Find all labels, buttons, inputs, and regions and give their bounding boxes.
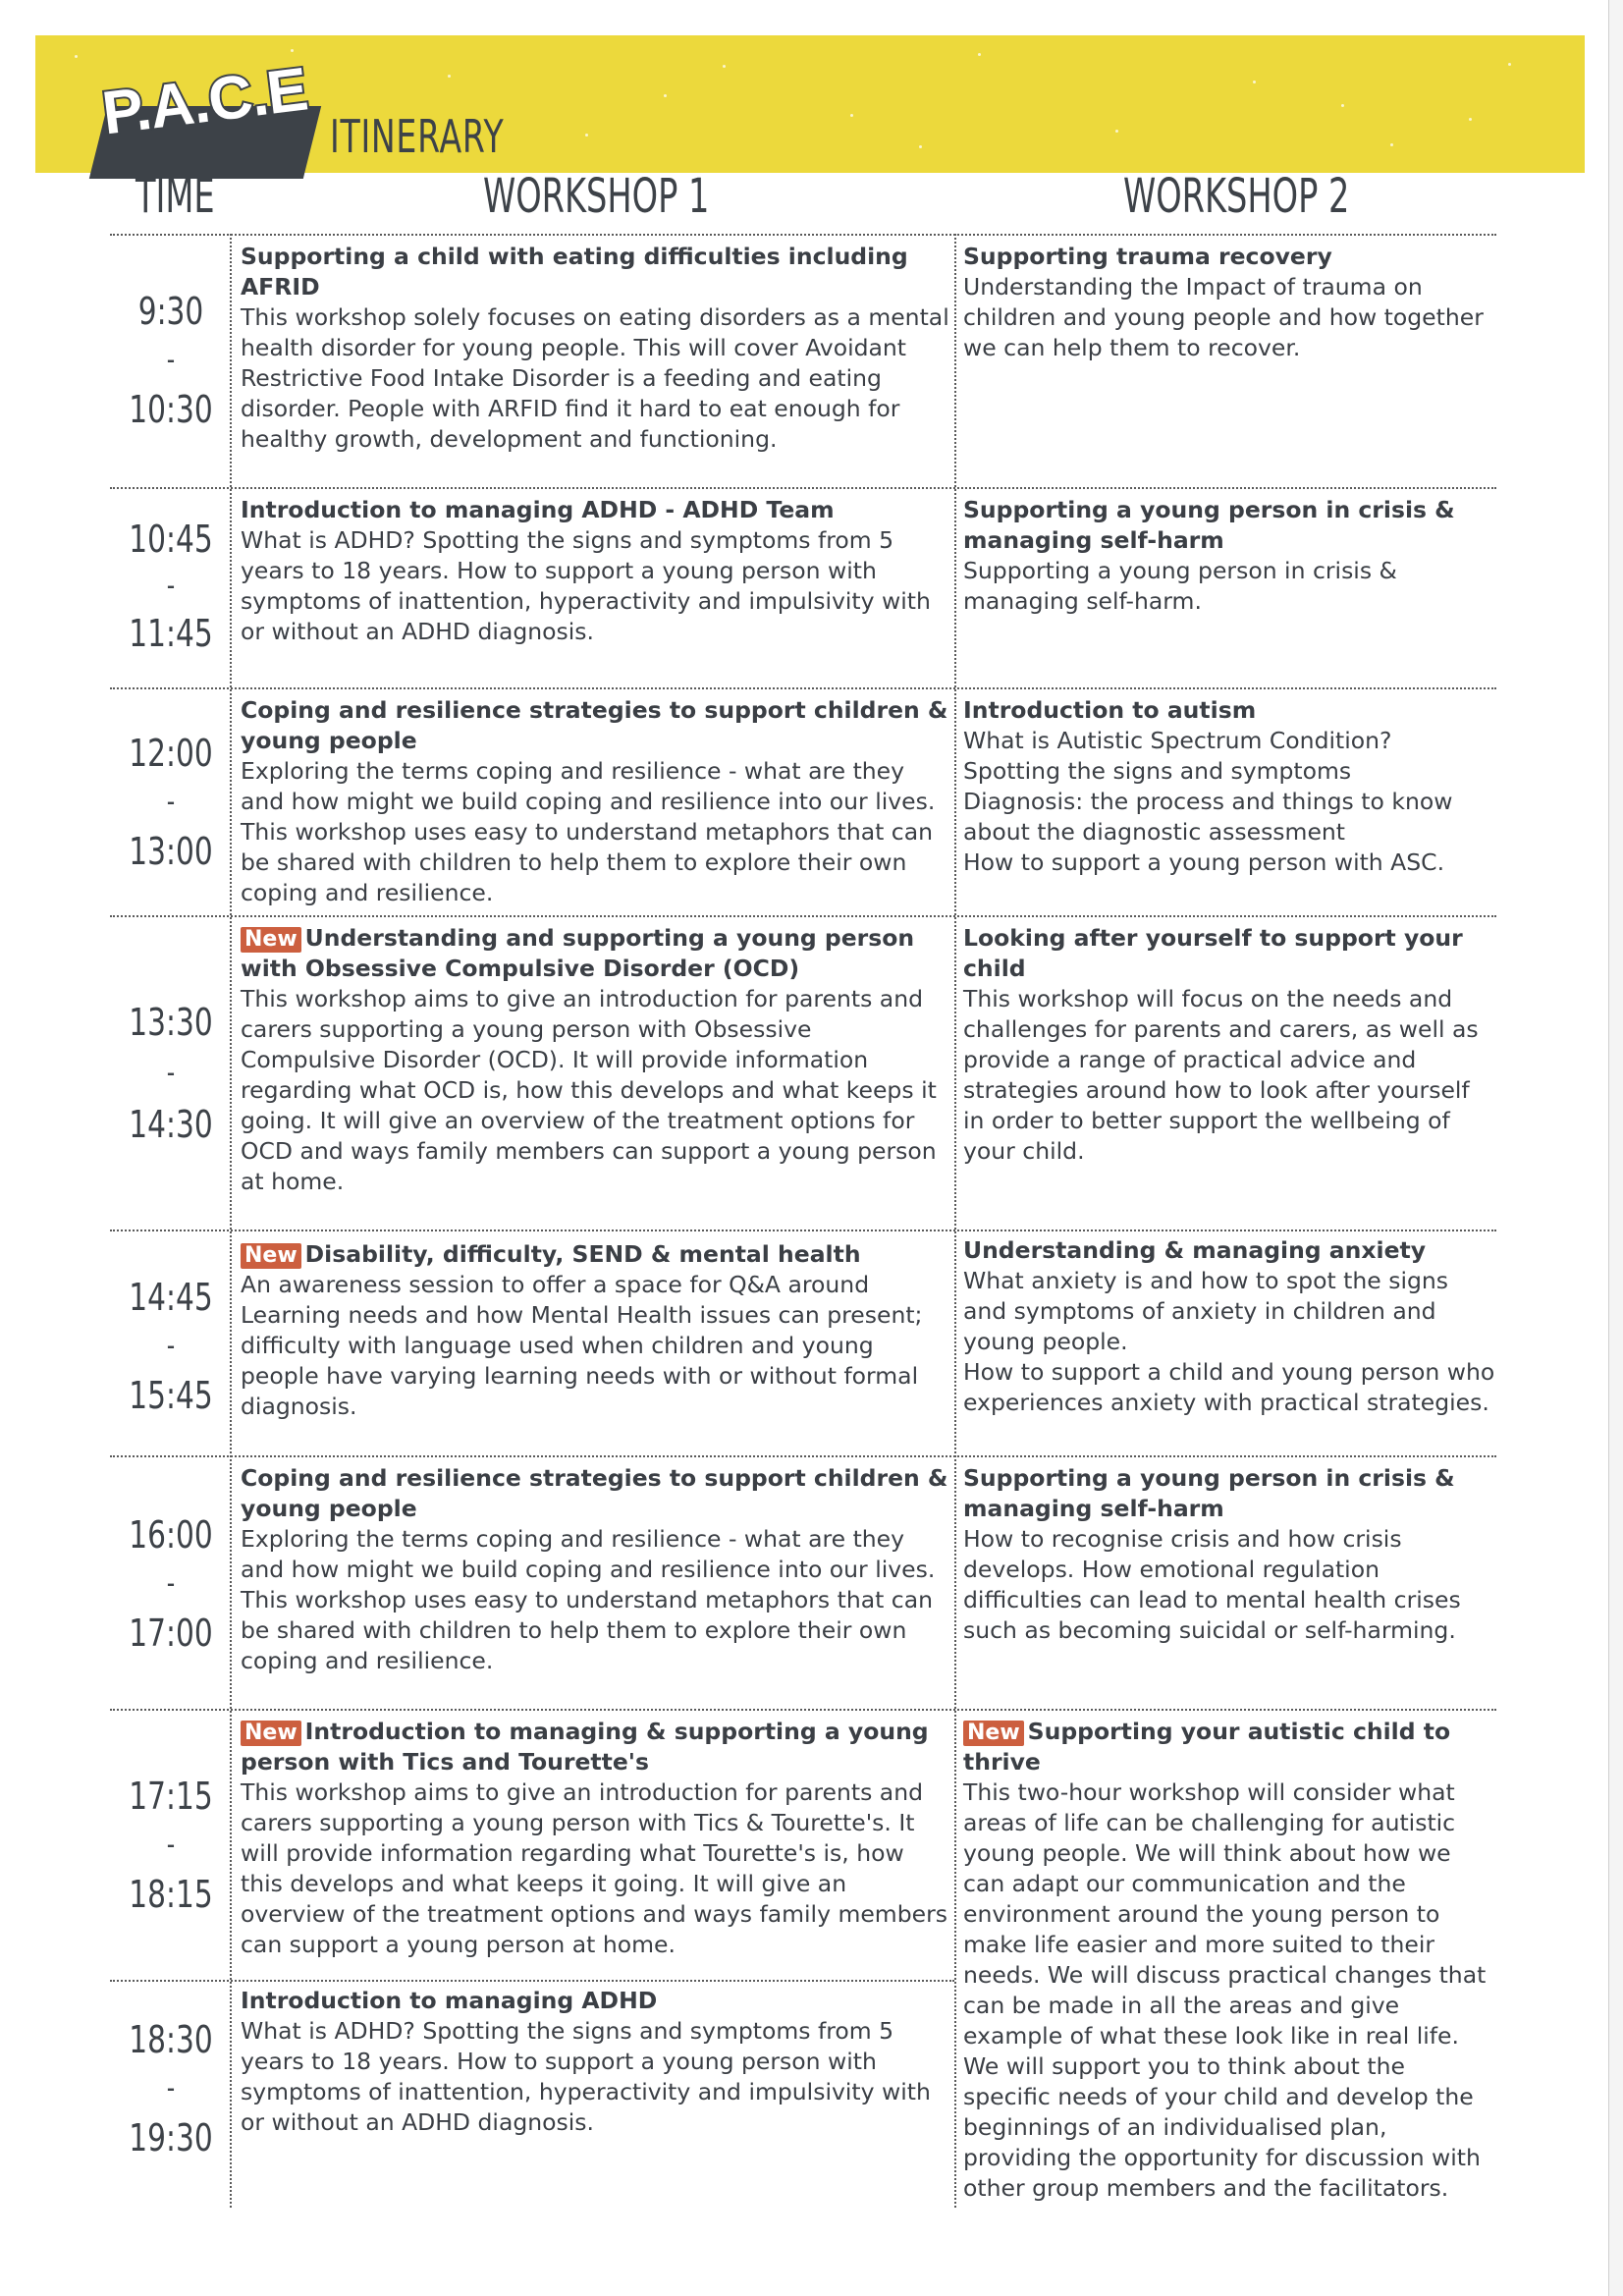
workshop1-session: [241, 1717, 952, 1960]
pace-logo: P.A.C.E: [98, 55, 311, 148]
session-title: New Disability, difficulty, SEND & mental health: [241, 1239, 952, 1270]
workshop2-session: [963, 495, 1495, 617]
workshop2-session: [963, 923, 1495, 1167]
new-badge: New: [963, 1721, 1024, 1746]
column-header-workshop2: WORKSHOP 2: [1123, 169, 1350, 224]
time-slot: 16:00 - 17:00: [129, 1513, 213, 1655]
workshop1-session: [241, 1239, 952, 1422]
workshop1-session: [241, 695, 952, 908]
workshop1-session: [241, 495, 952, 647]
session-description: What is ADHD? Spotting the signs and symptoms from 5 years to 18 years. How to support a young person with symptoms of inattention, hyperactivity and impulsivity with or without an ADHD diagnosis.: [241, 2017, 931, 2136]
session-title: Introduction to autism: [963, 696, 1257, 724]
workshop1-session: [241, 923, 952, 1197]
session-title: Understanding & managing anxiety: [963, 1236, 1427, 1264]
column-header-workshop1: WORKSHOP 1: [483, 169, 710, 224]
row-divider: [110, 234, 1496, 236]
session-title: Coping and resilience strategies to support children & young people: [241, 696, 948, 754]
row-divider: [110, 1709, 1496, 1711]
session-title: Coping and resilience strategies to support children & young people: [241, 1464, 948, 1522]
page-edge: [1608, 0, 1623, 2296]
row-divider: [110, 487, 1496, 489]
row-divider: [110, 1455, 1496, 1457]
session-description: This workshop solely focuses on eating disorders as a mental health disorder for young people. This will cover Avoidant Restrictive Food Intake Disorder is a feeding and eating disorder. People with ARFID find it hard to eat enough for healthy growth, development and functioning.: [241, 303, 949, 453]
session-description: An awareness session to offer a space for Q&A around Learning needs and how Mental Health issues can present; difficulty with language used when children and young people have varying learning needs with or without formal diagnosis.: [241, 1271, 923, 1420]
session-description: Exploring the terms coping and resilience - what are they and how might we build coping and resilience into our lives. This workshop uses easy to understand metaphors that can be shared with children to help them to explore their own coping and resilience.: [241, 1525, 936, 1674]
workshop2-session: [963, 1235, 1495, 1418]
workshop1-session: [241, 1986, 952, 2138]
session-description: This workshop aims to give an introduction for parents and carers supporting a young person with Obsessive Compulsive Disorder (OCD). It will provide information regarding what OCD is, how this develops and what keeps it going. It will give an overview of the treatment options for OCD and ways family members can support a young person at home.: [241, 985, 937, 1195]
workshop1-session: [241, 1463, 952, 1676]
column-header-time: TIME: [135, 169, 215, 224]
session-description: This two-hour workshop will consider what areas of life can be challenging for autistic young people. We will think about how we can adapt our communication and the environment around the young person to make life easier and more suited to their needs. We will discuss practical changes that can be made in all the areas and give example of what these look like in real life. We will support you to think about the specific needs of your child and develop the beginnings of an individualised plan, providing the opportunity for discussion with other group members and the facilitators.: [963, 1778, 1487, 2202]
page-title: ITINERARY: [330, 110, 505, 163]
time-slot: 18:30 - 19:30: [129, 2018, 213, 2159]
session-description: What anxiety is and how to spot the signs and symptoms of anxiety in children and young people. How to support a child and young person who experiences anxiety with practical strategies.: [963, 1267, 1495, 1416]
row-divider: [110, 1230, 1496, 1231]
workshop2-session: [963, 242, 1495, 363]
row-divider: [110, 687, 1496, 689]
session-description: Understanding the Impact of trauma on children and young people and how together we can help them to recover.: [963, 273, 1484, 361]
time-slot: 12:00 - 13:00: [129, 732, 213, 873]
new-badge: New: [241, 1721, 301, 1746]
column-divider: [954, 234, 956, 2208]
session-description: This workshop aims to give an introduction for parents and carers supporting a young person with Tics & Tourette's. It will provide information regarding what Tourette's is, how this develops and what keeps it going. It will give an overview of the treatment options and ways family members can support a young person at home.: [241, 1778, 947, 1958]
session-title: Supporting a young person in crisis & managing self-harm: [963, 1464, 1455, 1522]
session-description: How to recognise crisis and how crisis develops. How emotional regulation difficulties can lead to mental health crises such as becoming suicidal or self-harming.: [963, 1525, 1461, 1644]
time-slot: 13:30 - 14:30: [129, 1001, 213, 1146]
time-slot: 17:15 - 18:15: [129, 1775, 213, 1916]
workshop2-session: [963, 1717, 1495, 2204]
session-title: New Understanding and supporting a young person with Obsessive Compulsive Disorder (OCD): [241, 924, 915, 982]
workshop2-session: [963, 1463, 1495, 1646]
session-title: Supporting a child with eating difficulties including AFRID: [241, 243, 908, 301]
session-description: What is Autistic Spectrum Condition? Spotting the signs and symptoms Diagnosis: the process and things to know about the diagnostic assessment How to support a young person with ASC.: [963, 727, 1453, 876]
session-title: Supporting a young person in crisis & managing self-harm: [963, 496, 1455, 554]
session-title: Introduction to managing ADHD: [241, 1987, 658, 2014]
session-title: New Supporting your autistic child to thrive: [963, 1718, 1451, 1776]
session-title: New Introduction to managing & supporting a young person with Tics and Tourette's: [241, 1718, 929, 1776]
column-divider: [230, 234, 232, 2208]
time-slot: 14:45 - 15:45: [129, 1276, 213, 1417]
row-divider: [110, 915, 1496, 917]
session-description: Supporting a young person in crisis & managing self-harm.: [963, 557, 1397, 615]
session-description: What is ADHD? Spotting the signs and symptoms from 5 years to 18 years. How to support a young person with symptoms of inattention, hyperactivity and impulsivity with or without an ADHD diagnosis.: [241, 526, 931, 645]
session-title: Looking after yourself to support your child: [963, 924, 1463, 982]
time-slot: 10:45 - 11:45: [129, 518, 213, 655]
session-description: This workshop will focus on the needs and challenges for parents and carers, as well as provide a range of practical advice and strategies around how to look after yourself in order to better support the wellbeing of your child.: [963, 985, 1479, 1165]
new-badge: New: [241, 1243, 301, 1269]
new-badge: New: [241, 927, 301, 953]
session-title: Supporting trauma recovery: [963, 243, 1332, 270]
session-description: Exploring the terms coping and resilience - what are they and how might we build coping and resilience into our lives. This workshop uses easy to understand metaphors that can be shared with children to help them to explore their own coping and resilience.: [241, 757, 936, 906]
session-title: Introduction to managing ADHD - ADHD Team: [241, 496, 835, 523]
workshop2-session: [963, 695, 1495, 878]
row-divider: [110, 1980, 954, 1982]
time-slot: 9:30 - 10:30: [129, 290, 213, 431]
workshop1-session: [241, 242, 952, 455]
